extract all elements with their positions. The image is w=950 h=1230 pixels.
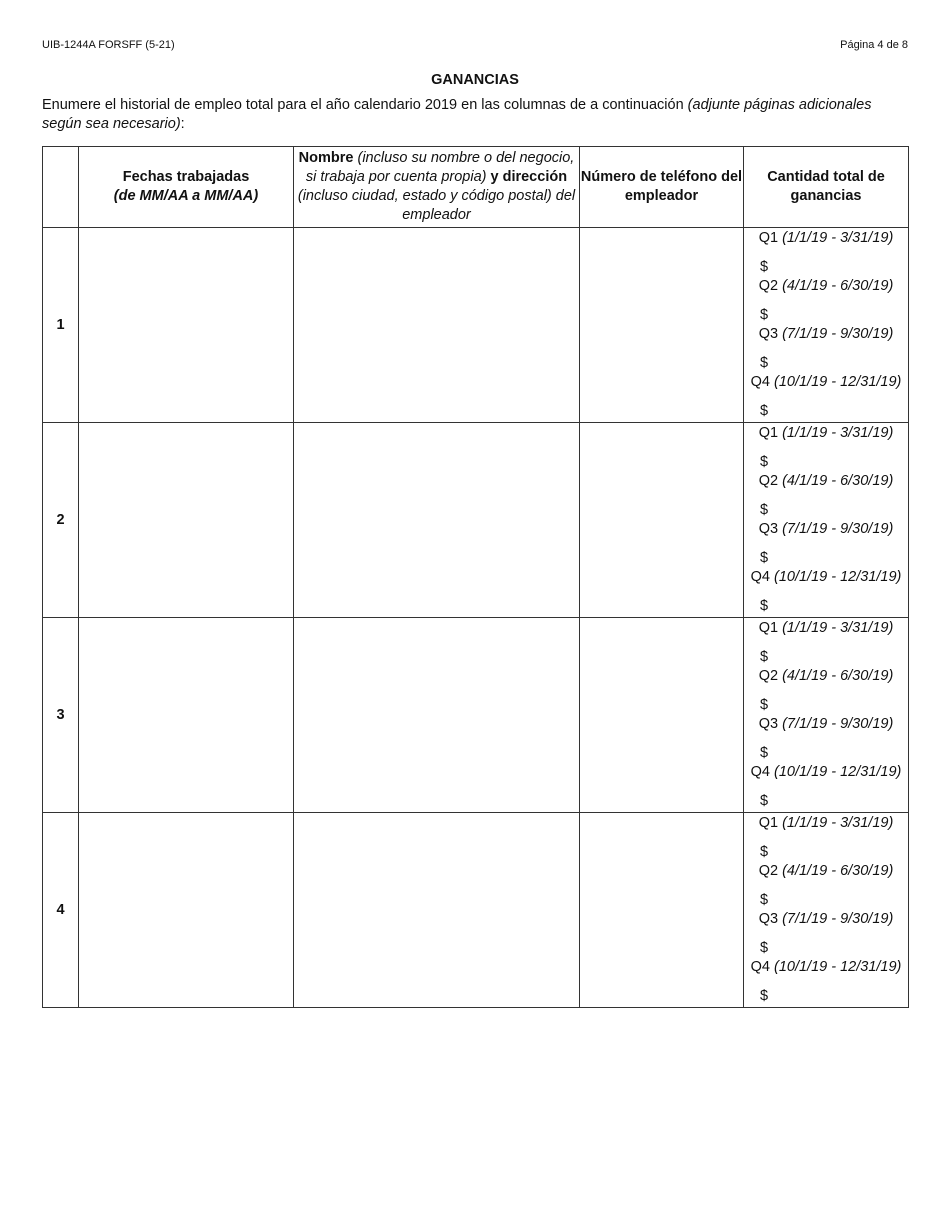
employer-name-address-field[interactable] [294, 423, 580, 618]
quarter-range: (1/1/19 - 3/31/19) [782, 620, 894, 636]
intro-end: : [180, 116, 185, 132]
table-row [43, 228, 909, 423]
quarter-amount-field[interactable]: $ [760, 598, 769, 614]
quarter-amount-field[interactable]: $ [760, 844, 769, 860]
quarter-label [744, 863, 908, 879]
quarter-amount-field[interactable]: $ [760, 307, 769, 323]
quarter-code: Q3 [758, 326, 779, 342]
quarter-code: Q2 [758, 473, 779, 489]
dates-worked-field[interactable] [79, 228, 294, 423]
quarter-range: (4/1/19 - 6/30/19) [782, 473, 894, 489]
total-earnings-cell [744, 228, 909, 423]
quarter-amount-field[interactable]: $ [760, 892, 769, 908]
quarter-label [744, 668, 908, 684]
quarter-range: (7/1/19 - 9/30/19) [782, 911, 894, 927]
header-address-label: y dirección [490, 169, 568, 185]
quarter-code: Q1 [758, 620, 779, 636]
section-instructions [42, 96, 908, 134]
quarter-code: Q4 [750, 764, 770, 780]
employer-phone-field[interactable] [580, 228, 744, 423]
quarter-amount-field[interactable]: $ [760, 793, 769, 809]
quarter-label [744, 230, 908, 246]
intro-italic-text: (adjunte páginas adicionales según sea necesario) [42, 97, 872, 132]
quarter-amount-field[interactable]: $ [760, 259, 769, 275]
quarter-range: (4/1/19 - 6/30/19) [782, 668, 894, 684]
table-row [43, 813, 909, 1008]
employer-name-address-field[interactable] [294, 228, 580, 423]
total-earnings-cell [744, 423, 909, 618]
quarter-range: (1/1/19 - 3/31/19) [782, 815, 894, 831]
quarter-code: Q2 [758, 668, 779, 684]
employer-name-address-field[interactable] [294, 618, 580, 813]
quarter-label [744, 473, 908, 489]
quarter-range: (1/1/19 - 3/31/19) [782, 230, 894, 246]
quarter-label [744, 278, 908, 294]
quarter-code: Q4 [750, 959, 770, 975]
employer-phone-field[interactable] [580, 618, 744, 813]
quarter-amount-field[interactable]: $ [760, 940, 769, 956]
quarter-range: (7/1/19 - 9/30/19) [782, 326, 894, 342]
header-dates-format: (de MM/AA a MM/AA) [113, 188, 259, 204]
quarter-label [744, 959, 908, 975]
quarter-label [744, 815, 908, 831]
quarter-code: Q1 [758, 815, 779, 831]
quarter-code: Q4 [750, 374, 770, 390]
quarter-label [744, 764, 908, 780]
quarter-range: (10/1/19 - 12/31/19) [774, 764, 902, 780]
header-dates-worked [79, 147, 294, 228]
header-address-hint: (incluso ciudad, estado y código postal) del empleador [297, 188, 576, 223]
quarter-label [744, 569, 908, 585]
row-number: 3 [43, 618, 79, 813]
quarter-label [744, 521, 908, 537]
quarter-code: Q1 [758, 230, 779, 246]
quarter-range: (10/1/19 - 12/31/19) [774, 569, 902, 585]
header-name-hint: (incluso su nombre o del negocio, si trabaja por cuenta propia) [305, 150, 575, 185]
quarter-range: (10/1/19 - 12/31/19) [774, 959, 902, 975]
header-row-number [43, 147, 79, 228]
quarter-label [744, 374, 908, 390]
total-earnings-cell [744, 813, 909, 1008]
page-number: Página 4 de 8 [840, 39, 908, 51]
total-earnings-cell [744, 618, 909, 813]
header-name-label: Nombre [298, 150, 354, 166]
employer-phone-field[interactable] [580, 423, 744, 618]
earnings-table [42, 146, 909, 1008]
header-dates-label: Fechas trabajadas [122, 169, 250, 185]
dates-worked-field[interactable] [79, 618, 294, 813]
row-number: 1 [43, 228, 79, 423]
table-row [43, 618, 909, 813]
quarter-code: Q4 [750, 569, 770, 585]
row-number: 4 [43, 813, 79, 1008]
quarter-range: (7/1/19 - 9/30/19) [782, 716, 894, 732]
row-number: 2 [43, 423, 79, 618]
intro-text: Enumere el historial de empleo total para el año calendario 2019 en las columnas de a continuación [42, 97, 688, 113]
quarter-amount-field[interactable]: $ [760, 454, 769, 470]
quarter-range: (4/1/19 - 6/30/19) [782, 278, 894, 294]
quarter-amount-field[interactable]: $ [760, 697, 769, 713]
table-header-row [43, 147, 909, 228]
quarter-amount-field[interactable]: $ [760, 988, 769, 1004]
quarter-code: Q2 [758, 278, 779, 294]
quarter-label [744, 911, 908, 927]
quarter-label [744, 716, 908, 732]
header-employer-name-address [294, 147, 580, 228]
section-title: GANANCIAS [431, 72, 519, 88]
quarter-amount-field[interactable]: $ [760, 649, 769, 665]
quarter-amount-field[interactable]: $ [760, 502, 769, 518]
quarter-amount-field[interactable]: $ [760, 403, 769, 419]
quarter-label [744, 620, 908, 636]
header-total-earnings: Cantidad total de ganancias [744, 147, 909, 228]
quarter-amount-field[interactable]: $ [760, 355, 769, 371]
quarter-code: Q3 [758, 521, 779, 537]
quarter-code: Q3 [758, 911, 779, 927]
quarter-code: Q1 [758, 425, 779, 441]
quarter-range: (1/1/19 - 3/31/19) [782, 425, 894, 441]
form-id: UIB-1244A FORSFF (5-21) [42, 39, 175, 51]
header-employer-phone: Número de teléfono del empleador [580, 147, 744, 228]
employer-phone-field[interactable] [580, 813, 744, 1008]
table-row [43, 423, 909, 618]
quarter-label [744, 326, 908, 342]
quarter-range: (4/1/19 - 6/30/19) [782, 863, 894, 879]
dates-worked-field[interactable] [79, 813, 294, 1008]
dates-worked-field[interactable] [79, 423, 294, 618]
quarter-label [744, 425, 908, 441]
quarter-amount-field[interactable]: $ [760, 745, 769, 761]
quarter-range: (7/1/19 - 9/30/19) [782, 521, 894, 537]
quarter-code: Q3 [758, 716, 779, 732]
quarter-range: (10/1/19 - 12/31/19) [774, 374, 902, 390]
employer-name-address-field[interactable] [294, 813, 580, 1008]
quarter-code: Q2 [758, 863, 779, 879]
quarter-amount-field[interactable]: $ [760, 550, 769, 566]
